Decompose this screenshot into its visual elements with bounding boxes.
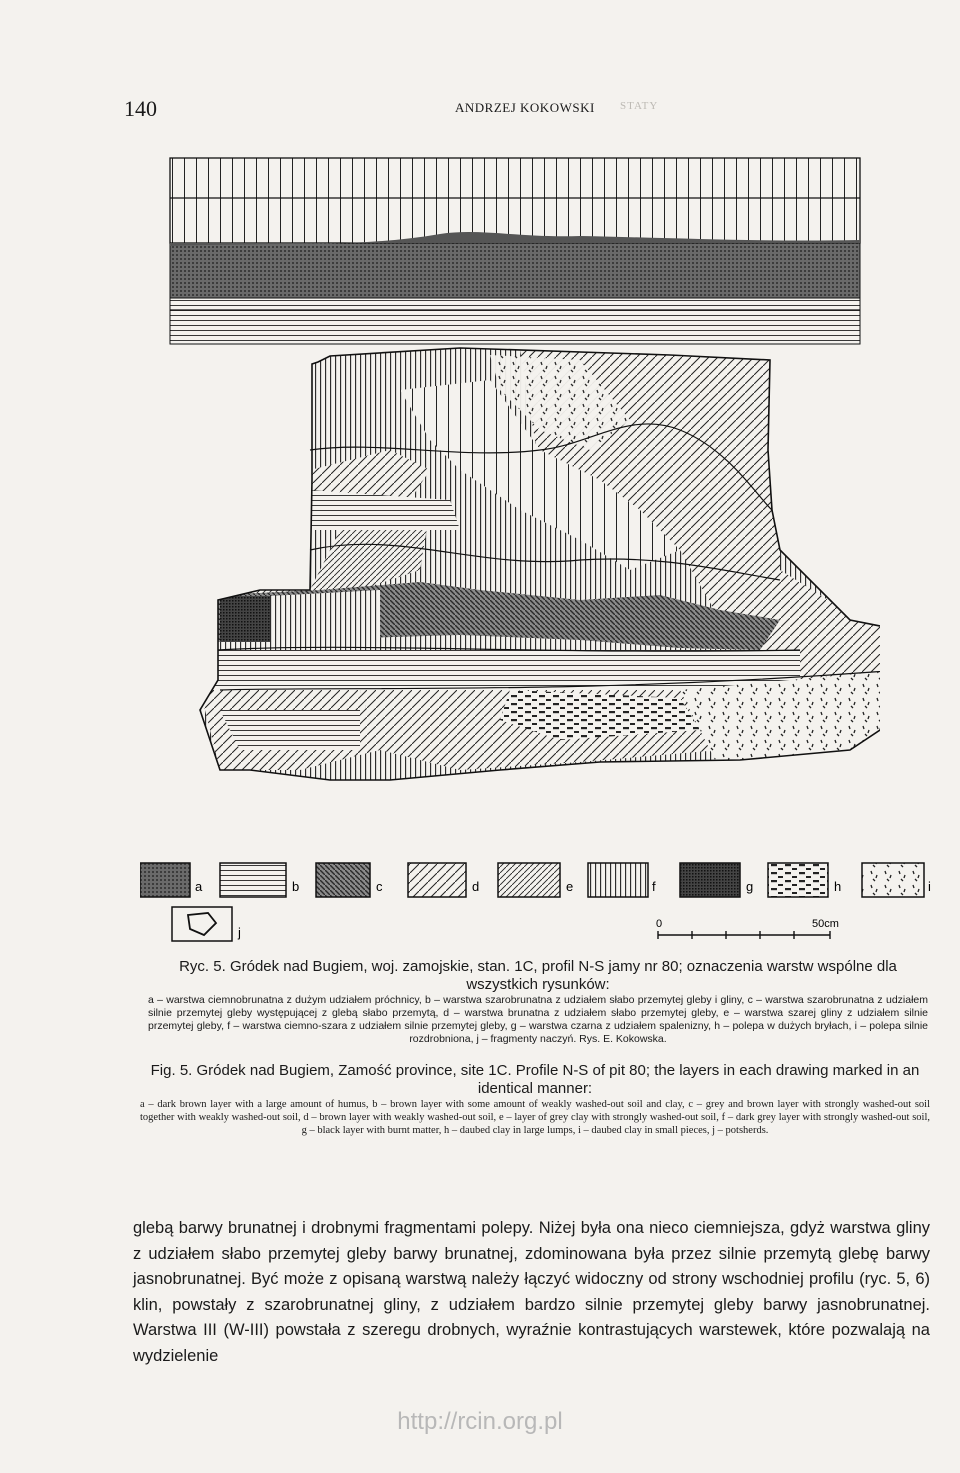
legend-item-a <box>140 863 203 897</box>
caption-polish-body: a – warstwa ciemnobrunatna z dużym udziałem próchnicy, b – warstwa szarobrunatna z udziałem słabo przemytej gleby i gliny, c – warstwa szarobrunatna z udziałem silnie przemytej gleby występującej z glebą słabo przemytą, d – warstwa brunatna z udziałem słabo przemytej gleby, e – warstwa szarej gliny z udziałem silnie przemytej gleby, f – warstwa ciemno-szara z udziałem silnie przemytej gleby, g – warstwa czarna z udziałem spalenizny, h – polepa w dużych bryłach, i – polepa silnie rozdrobniona, j – fragmenty naczyń. Rys. E. Kokowska. <box>148 994 928 1045</box>
scale-label: 50cm <box>812 918 839 930</box>
bleed-through-text: STATY <box>620 100 659 112</box>
running-header-author: ANDRZEJ KOKOWSKI <box>455 100 595 115</box>
caption-english-title: Fig. 5. Gródek nad Bugiem, Zamość province, site 1C. Profile N-S of pit 80; the layers in each drawing marked in an identical manner: <box>150 1062 920 1097</box>
legend-label-e: e <box>566 879 574 894</box>
legend-label-f: f <box>652 879 656 894</box>
scale-zero-label: 0 <box>656 918 663 930</box>
legend-item-c <box>316 863 383 897</box>
scale-bar <box>656 918 839 939</box>
legend-label-i: i <box>928 879 931 894</box>
legend-label-g: g <box>746 879 754 894</box>
legend-label-a: a <box>195 879 203 894</box>
source-watermark: http://rcin.org.pl <box>397 1408 563 1435</box>
page-number: 140 <box>124 96 157 121</box>
caption-polish <box>148 958 928 1046</box>
legend-label-c: c <box>376 879 383 894</box>
caption-english <box>140 1062 930 1137</box>
legend-label-j: j <box>238 925 241 940</box>
legend-item-g <box>680 863 753 897</box>
body-paragraph: glebą barwy brunatnej i drobnymi fragmentami polepy. Niżej była ona nieco ciemniejsza, gdyż warstwa gliny z udziałem słabo przemytej gleby barwy brunatnej, zdominowana była przez silnie przemytą glebę barwy jasnobrunatnej. Być może z opisaną warstwą należy łączyć widoczny od strony wschodniej profilu (ryc. 5, 6) klin, powstały z szarobrunatnej gliny, z udziałem bardzo silnie przemytej gleby barwy jasnobrunatnej. Warstwa III (W-III) powstała z szeregu drobnych, wyraźnie kontrastujących warstewek, które pozwalają na wydzielenie <box>133 1219 930 1365</box>
legend-item-i <box>862 863 931 897</box>
caption-polish-title: Ryc. 5. Gródek nad Bugiem, woj. zamojskie, stan. 1C, profil N-S jamy nr 80; oznaczenia warstw wspólne dla wszystkich rysunków: <box>179 958 897 993</box>
legend-item-f <box>588 863 656 897</box>
legend-label-d: d <box>472 879 480 894</box>
caption-english-body: a – dark brown layer with a large amount of humus, b – brown layer with some amount of weakly washed-out soil and clay, c – grey and brown layer with strongly washed-out soil together with weakly washed-out soil, d – brown layer with weakly washed-out soil, e – layer of grey clay with strongly washed-out soil, f – dark grey layer with strongly washed-out soil, g – black layer with burnt matter, h – daubed clay in large lumps, i – daubed clay in small pieces, j – potsherds. <box>140 1099 930 1136</box>
legend <box>140 855 940 945</box>
pit-profile-drawing <box>160 150 880 830</box>
legend-item-h <box>768 863 841 897</box>
legend-item-b <box>220 863 299 897</box>
legend-item-d <box>408 863 479 897</box>
legend-label-h: h <box>834 879 842 894</box>
legend-item-e <box>498 863 573 897</box>
legend-label-b: b <box>292 879 300 894</box>
legend-item-j <box>172 907 241 941</box>
